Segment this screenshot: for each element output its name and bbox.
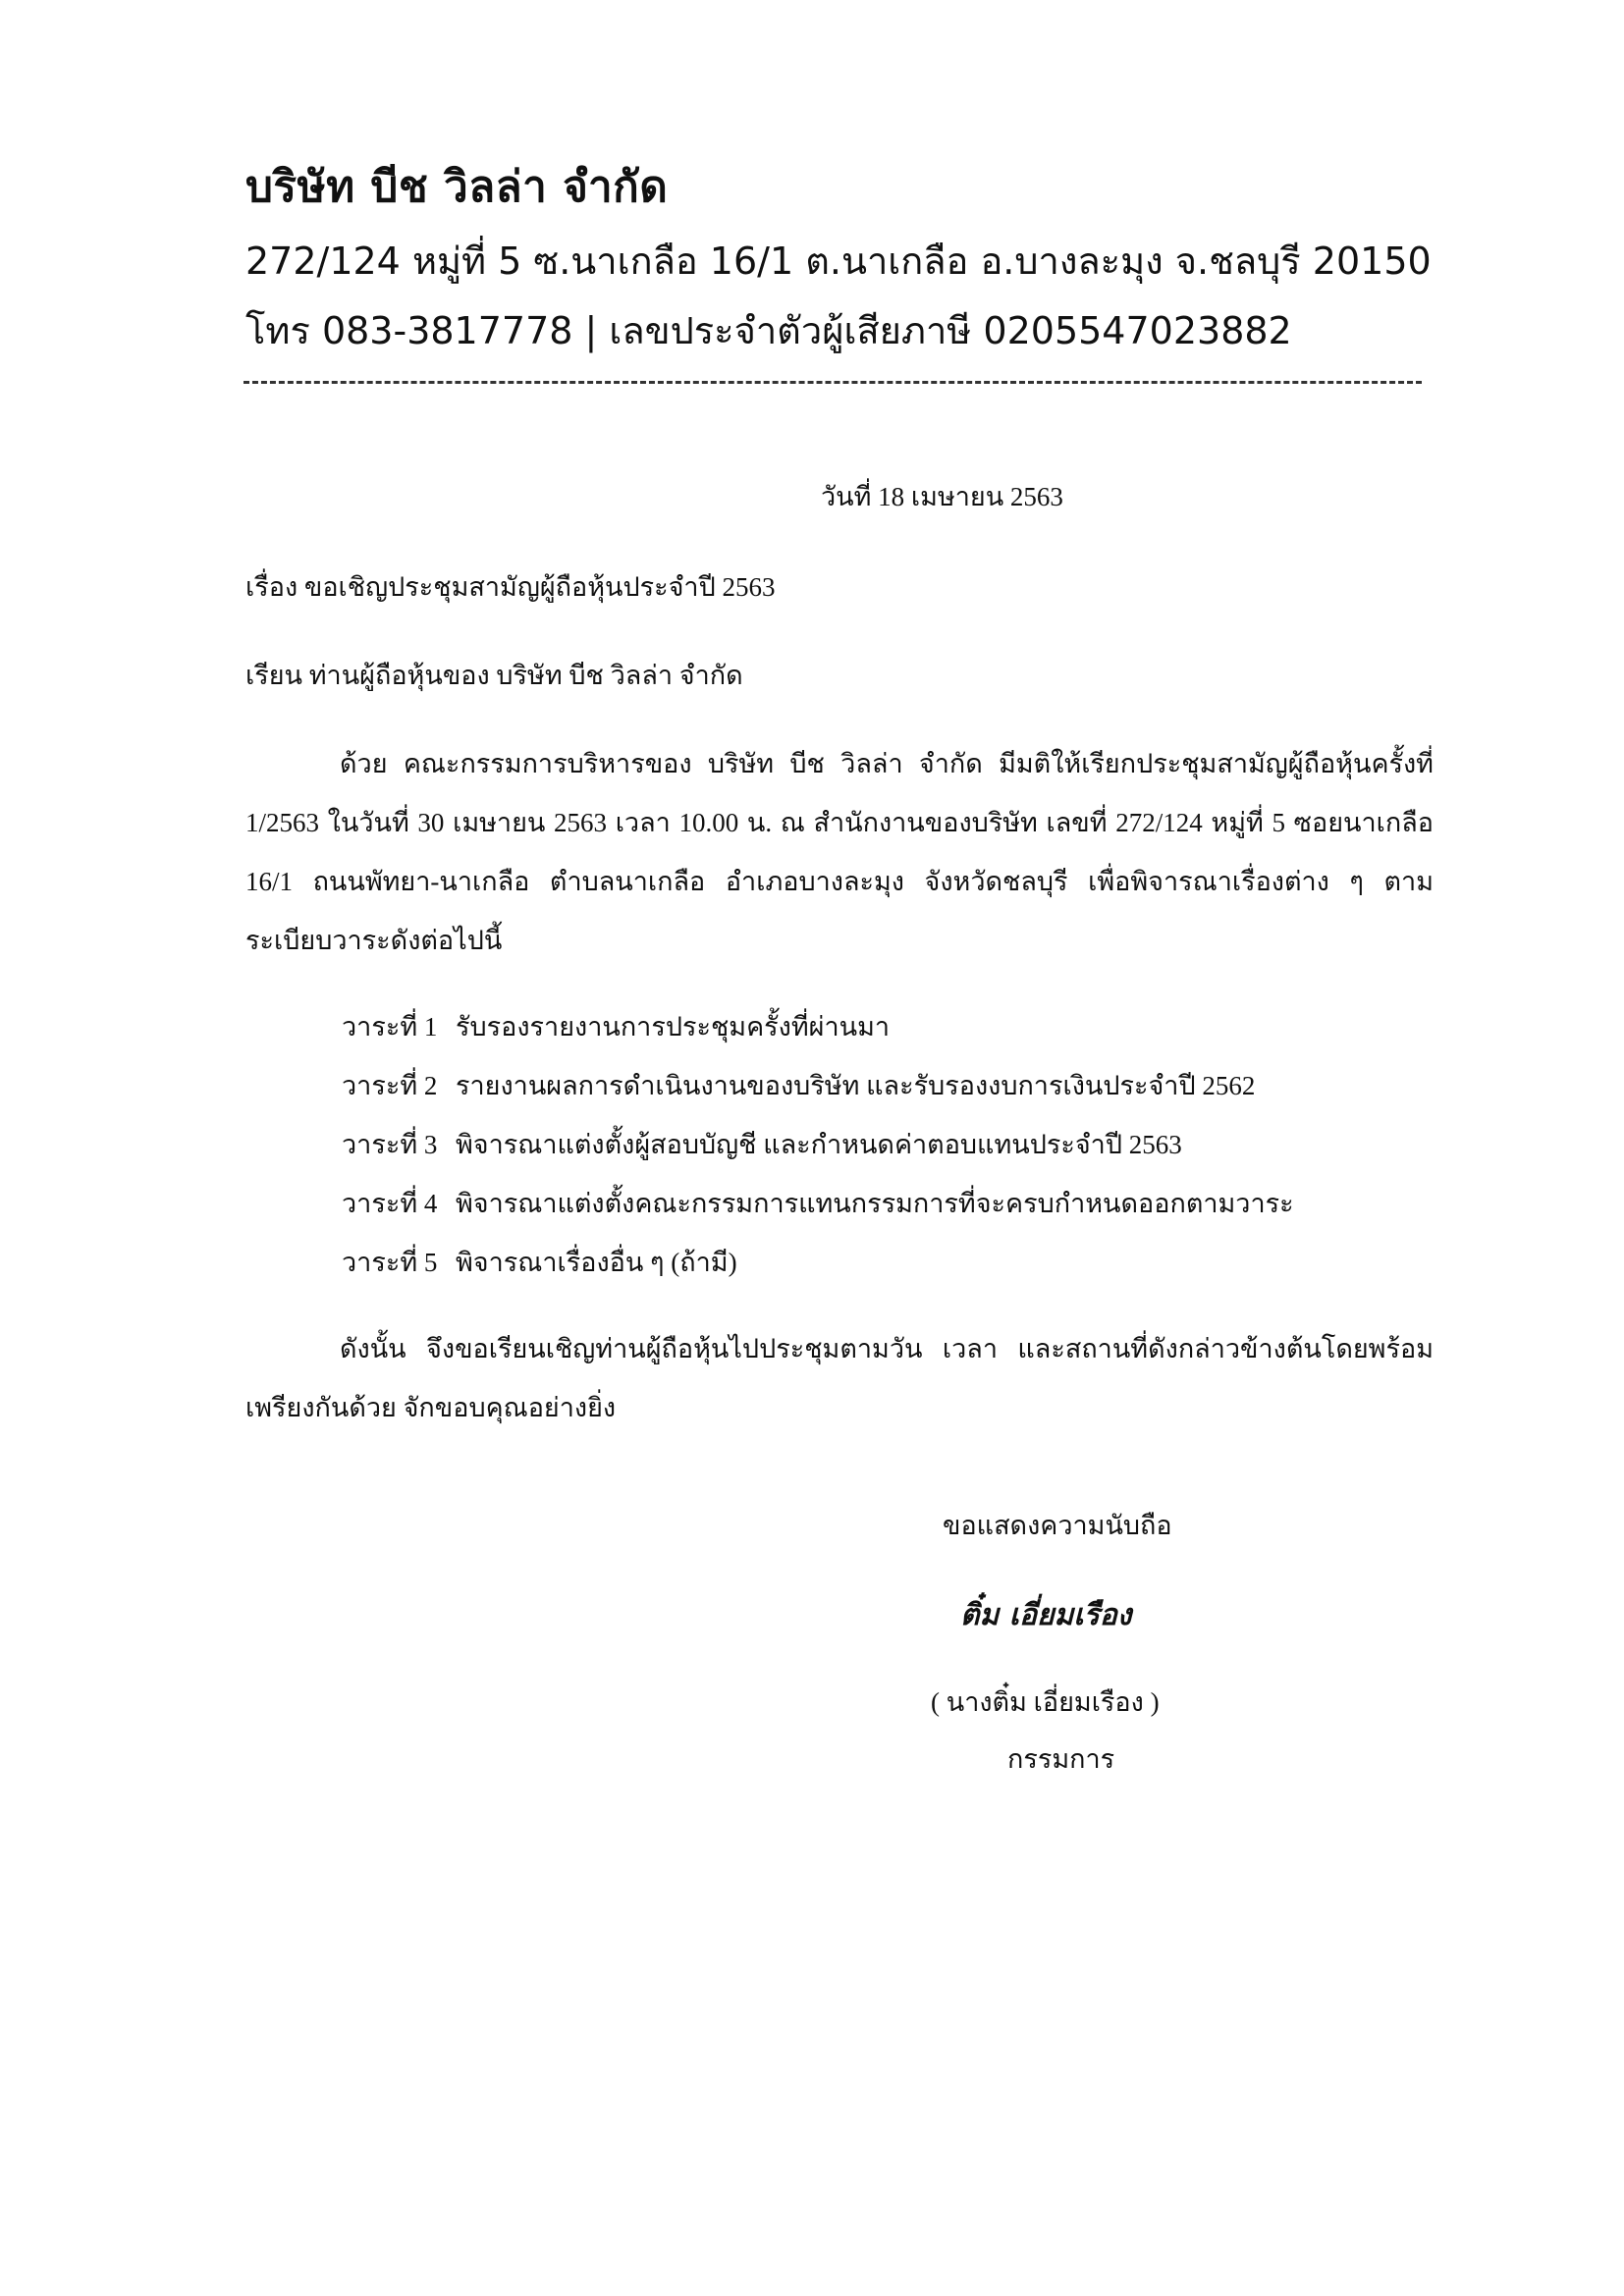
agenda-item (342, 1056, 1294, 1115)
agenda-text: พิจารณาแต่งตั้งคณะกรรมการแทนกรรมการที่จะครบกำหนดออกตามวาระ (456, 1189, 1294, 1218)
agenda-number: วาระที่ 2 (342, 1071, 438, 1100)
letter-body (245, 734, 1434, 970)
letter-closing-text: ดังนั้น จึงขอเรียนเชิญท่านผู้ถือหุ้นไปประชุมตามวัน เวลา และสถานที่ดังกล่าวข้างต้นโดยพร้อมเพรียงกันด้วย จักขอบคุณอย่างยิ่ง (245, 1334, 1434, 1422)
agenda-list (342, 997, 1294, 1292)
agenda-item (342, 1233, 1294, 1292)
letter-body-text: ด้วย คณะกรรมการบริหารของ บริษัท บีช วิลล่า จำกัด มีมติให้เรียกประชุมสามัญผู้ถือหุ้นครั้งที่ 1/2563 ในวันที่ 30 เมษายน 2563 เวลา 10.00 น. ณ สำนักงานของบริษัท เลขที่ 272/124 หมู่ที่ 5 ซอยนาเกลือ 16/1 ถนนพัทยา-นาเกลือ ตำบลนาเกลือ อำเภอบางละมุง จังหวัดชลบุรี เพื่อพิจารณาเรื่องต่าง ๆ ตามระเบียบวาระดังต่อไปนี้ (245, 749, 1434, 955)
company-name: บริษัท บีช วิลล่า จำกัด (245, 162, 669, 212)
agenda-number: วาระที่ 4 (342, 1189, 438, 1218)
letter-closing (245, 1319, 1434, 1437)
agenda-item (342, 1115, 1294, 1174)
letter-date: วันที่ 18 เมษายน 2563 (821, 482, 1063, 511)
letterhead-divider (244, 381, 1422, 384)
letter-subject: เรื่อง ขอเชิญประชุมสามัญผู้ถือหุ้นประจำปี 2563 (245, 572, 776, 602)
company-address: 272/124 หมู่ที่ 5 ซ.นาเกลือ 16/1 ต.นาเกลือ อ.บางละมุง จ.ชลบุรี 20150 (245, 240, 1432, 283)
agenda-text: รับรองรายงานการประชุมครั้งที่ผ่านมา (456, 1012, 891, 1041)
agenda-number: วาระที่ 5 (342, 1248, 438, 1277)
signature: ติ๋ม เอี่ยมเรือง (960, 1598, 1132, 1632)
agenda-text: รายงานผลการดำเนินงานของบริษัท และรับรองงบการเงินประจำปี 2562 (456, 1071, 1256, 1100)
signer-title: กรรมการ (1007, 1744, 1115, 1774)
agenda-item (342, 1174, 1294, 1233)
signer-name: ( นางติ๋ม เอี่ยมเรือง ) (931, 1687, 1160, 1717)
letter-regards: ขอแสดงความนับถือ (943, 1511, 1172, 1540)
letter-salutation: เรียน ท่านผู้ถือหุ้นของ บริษัท บีช วิลล่า จำกัด (245, 661, 743, 690)
agenda-text: พิจารณาเรื่องอื่น ๆ (ถ้ามี) (456, 1248, 737, 1277)
agenda-number: วาระที่ 1 (342, 1012, 438, 1041)
agenda-number: วาระที่ 3 (342, 1130, 438, 1159)
agenda-item (342, 997, 1294, 1056)
company-contact: โทร 083-3817778 | เลขประจำตัวผู้เสียภาษี 0205547023882 (245, 309, 1292, 352)
letterhead (245, 152, 1443, 362)
agenda-text: พิจารณาแต่งตั้งผู้สอบบัญชี และกำหนดค่าตอบแทนประจำปี 2563 (456, 1130, 1182, 1159)
